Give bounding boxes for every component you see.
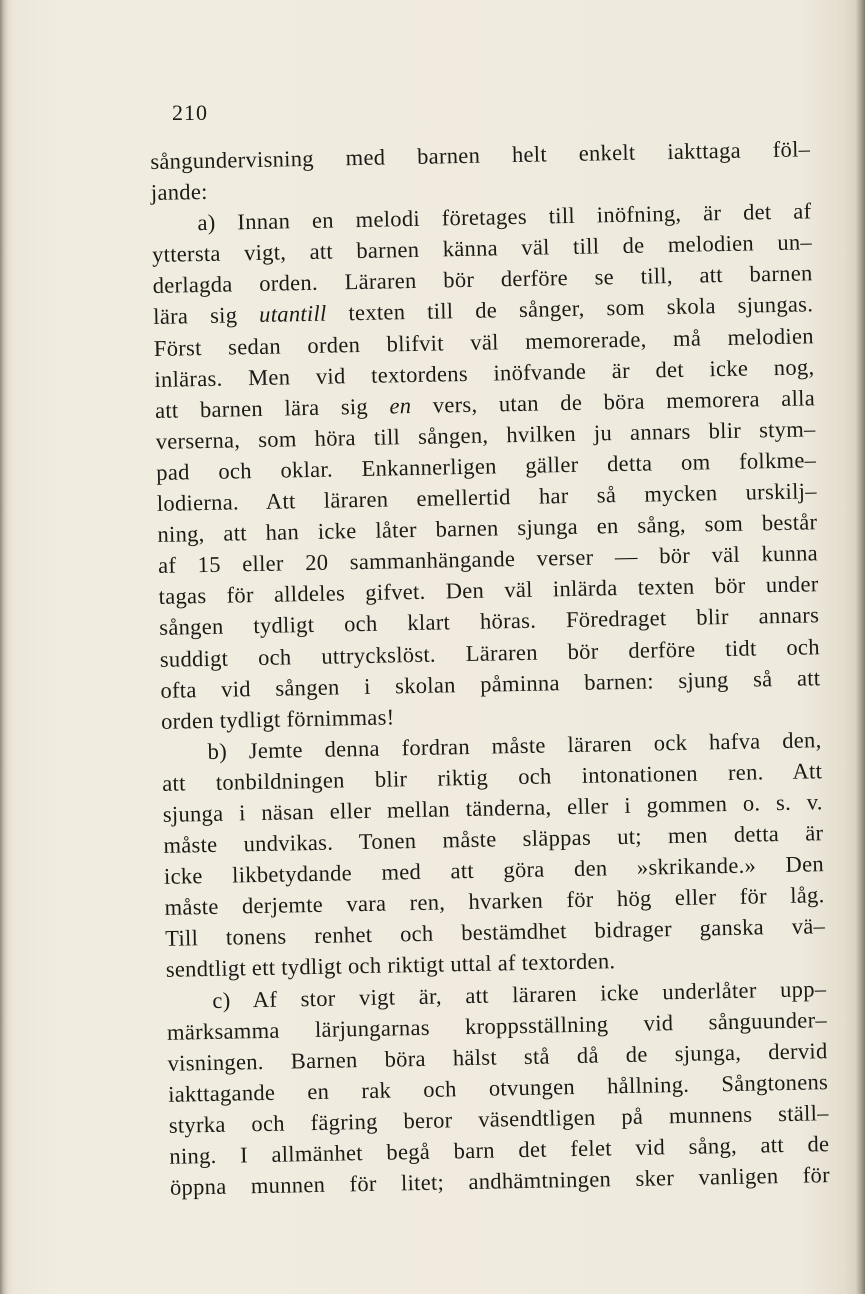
text-line: sångundervisning med barnen helt enkelt iakttaga föl– bbox=[150, 136, 811, 174]
page-number: 210 bbox=[172, 100, 208, 125]
text-line: Till tonens renhet och bestämdhet bidrager ganska vä– bbox=[164, 913, 826, 952]
text-line: orden tydligt förnimmas! bbox=[160, 704, 395, 734]
text-line: inläras. Men vid textordens inöfvande är det icke nog, bbox=[154, 353, 815, 392]
text-segment: vers, utan de böra memorera alla bbox=[411, 385, 816, 418]
page-left-edge bbox=[0, 0, 8, 1294]
text-line: öppna munnen för litet; andhämtningen sker vanligen för bbox=[169, 1162, 831, 1200]
text-line: styrka och fägring beror väsendtligen på munnens ställ– bbox=[168, 1100, 829, 1138]
text-line: märksamma lärjungarnas kroppsställning vid sånguunder– bbox=[166, 1006, 828, 1045]
text-line: ofta vid sången i skolan påminna barnen: sjung så att bbox=[160, 664, 821, 703]
text-line: af 15 eller 20 sammanhängande verser — bör väl kunna bbox=[157, 540, 819, 579]
text-line: jande: bbox=[150, 178, 208, 206]
text-line: måste undvikas. Tonen måste släppas ut; men detta är bbox=[163, 820, 824, 858]
text-line: ning, att han icke låter barnen sjunga en sång, som består bbox=[157, 509, 818, 548]
text-line: a) Innan en melodi företages till inöfning, är det af bbox=[197, 198, 812, 236]
text-line: icke likbetydande med att göra den »skrikande.» Den bbox=[163, 851, 825, 890]
text-line: ning. I allmänhet begå barn det felet vid sång, att de bbox=[169, 1131, 830, 1169]
text-segment: lära sig bbox=[153, 302, 260, 330]
text-line: Först sedan orden blifvit väl memorerade, må melodien bbox=[153, 322, 814, 361]
text-line: måste derjemte vara ren, hvarken för hög eller för låg. bbox=[164, 882, 825, 921]
body-text bbox=[150, 133, 830, 1203]
text-line: sendtligt ett tydligt och riktigt uttal af textorden. bbox=[165, 948, 616, 983]
text-line: iakttagande en rak och otvungen hållning. Sångtonens bbox=[167, 1068, 829, 1107]
text-line: verserna, som höra till sången, hvilken ju annars blir stym– bbox=[155, 416, 816, 454]
text-line: derlagda orden. Läraren bör derföre se till, att barnen bbox=[152, 260, 813, 299]
text-line: suddigt och uttryckslöst. Läraren bör derföre tidt och bbox=[159, 633, 820, 672]
text-line: pad och oklar. Enkannerligen gäller detta om folkme– bbox=[156, 447, 817, 485]
italic-word: utantill bbox=[258, 301, 327, 328]
text-segment: texten till de sånger, som skola sjungas. bbox=[326, 291, 814, 327]
text-line: yttersta vigt, att barnen känna väl till de melodien un– bbox=[151, 229, 813, 268]
page-right-edge bbox=[855, 0, 865, 1294]
text-line: tagas för alldeles gifvet. Den väl inlärda texten bör under bbox=[158, 571, 819, 610]
text-line: att tonbildningen blir riktig och intonationen ren. Att bbox=[161, 758, 823, 796]
text-line: visningen. Barnen böra hälst stå då de sjunga, dervid bbox=[167, 1037, 828, 1076]
text-line: c) Af stor vigt är, att läraren icke underlåter upp– bbox=[212, 975, 827, 1013]
italic-word: en bbox=[389, 392, 412, 419]
text-line: sjunga i näsan eller mellan tänderna, eller i gommen o. s. v. bbox=[162, 789, 823, 827]
text-line: b) Jemte denna fordran måste läraren ock hafva den, bbox=[207, 727, 822, 764]
text-line: sången tydligt och klart höras. Föredraget blir annars bbox=[159, 602, 820, 641]
text-segment: att barnen lära sig bbox=[154, 393, 390, 423]
text-line: lodierna. Att läraren emellertid har så mycken urskilj– bbox=[156, 478, 817, 516]
